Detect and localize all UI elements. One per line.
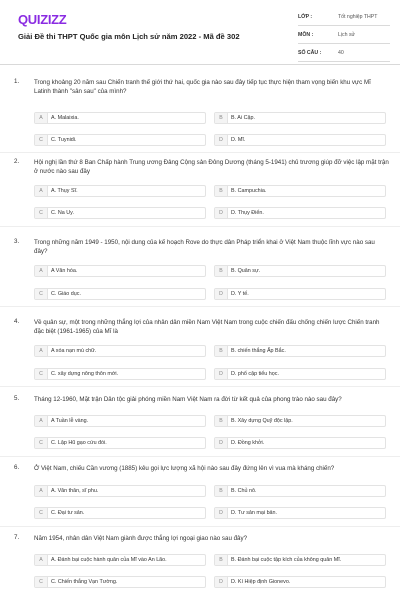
meta-row-subject — [298, 30, 390, 44]
option-letter: B — [215, 266, 228, 276]
option-letter: C — [35, 289, 48, 299]
meta-value: 40 — [338, 50, 344, 56]
option-d[interactable] — [214, 207, 386, 219]
option-text: D. phổ cập tiểu học. — [231, 371, 279, 377]
option-text: D. Thụy Điển. — [231, 210, 264, 216]
option-c[interactable] — [34, 507, 206, 519]
option-letter: D — [215, 289, 228, 299]
option-c[interactable] — [34, 437, 206, 449]
question-text: Hội nghị lần thứ 8 Ban Chấp hành Trung ương Đảng Cộng sản Đông Dương (tháng 5-1941) chủ trương giúp đỡ việc lập mặt trận ở nước nào sau đây — [34, 159, 389, 175]
option-b[interactable] — [214, 554, 386, 566]
option-b[interactable] — [214, 345, 386, 357]
option-c[interactable] — [34, 576, 206, 588]
option-letter: B — [215, 486, 228, 496]
option-letter: A — [35, 416, 48, 426]
option-text: B. Quân sự. — [231, 268, 261, 274]
option-letter: B — [215, 555, 228, 565]
question-divider — [0, 226, 400, 227]
option-text: A. Thụy Sĩ. — [51, 188, 78, 194]
option-a[interactable] — [34, 112, 206, 124]
option-d[interactable] — [214, 437, 386, 449]
question-divider — [0, 456, 400, 457]
option-b[interactable] — [214, 185, 386, 197]
option-d[interactable] — [214, 134, 386, 146]
option-text: D. Y tế. — [231, 291, 249, 297]
option-c[interactable] — [34, 288, 206, 300]
option-d[interactable] — [214, 507, 386, 519]
option-a[interactable] — [34, 185, 206, 197]
meta-value: Lịch sử — [338, 32, 356, 38]
option-text: D. Kí Hiệp định Gionevo. — [231, 579, 291, 585]
question-text: Ở Việt Nam, chiếu Cần vương (1885) kêu gọi lực lượng xã hội nào sau đây đứng lên vì vua mà kháng chiến? — [34, 465, 335, 472]
option-a[interactable] — [34, 265, 206, 277]
question-text: Trong khoảng 20 năm sau Chiến tranh thế giới thứ hai, quốc gia nào sau đây tiếp tục thực hiện tham vọng biến khu vực Mĩ Latinh thành "sân sau" của mình? — [34, 79, 371, 95]
meta-row-class — [298, 12, 390, 26]
option-b[interactable] — [214, 485, 386, 497]
option-text: A Tuần lễ vàng. — [51, 418, 89, 424]
option-text: B. Xây dựng Quỹ độc lập. — [231, 418, 293, 424]
option-text: D. Đồng khởi. — [231, 440, 265, 446]
question-divider — [0, 386, 400, 387]
option-letter: B — [215, 186, 228, 196]
option-a[interactable] — [34, 345, 206, 357]
question-divider — [0, 152, 400, 153]
question-number: 5. — [14, 395, 20, 402]
option-text: B. Ai Cập. — [231, 115, 255, 121]
question-text: Về quân sự, một trong những thắng lợi của nhân dân miền Nam Việt Nam trong cuộc chiến đấu chống chiến lược Chiến tranh đặc biệt (1961-1965) của Mĩ là — [34, 319, 380, 335]
worksheet-title: Giải Đề thi THPT Quốc gia môn Lịch sử năm 2022 - Mã đề 302 — [18, 32, 240, 41]
option-letter: B — [215, 416, 228, 426]
option-a[interactable] — [34, 554, 206, 566]
quizizz-logo: QUIZIZZ — [18, 12, 67, 27]
option-text: A xóa nạn mù chữ. — [51, 348, 97, 354]
option-a[interactable] — [34, 485, 206, 497]
option-letter: B — [215, 346, 228, 356]
option-a[interactable] — [34, 415, 206, 427]
option-c[interactable] — [34, 207, 206, 219]
option-b[interactable] — [214, 265, 386, 277]
option-text: D. Mĩ. — [231, 137, 246, 143]
option-letter: C — [35, 438, 48, 448]
question-number: 1. — [14, 78, 20, 85]
option-text: A. Văn thân, sĩ phu. — [51, 488, 99, 494]
option-letter: D — [215, 577, 228, 587]
option-letter: D — [215, 208, 228, 218]
option-letter: D — [215, 508, 228, 518]
option-letter: A — [35, 266, 48, 276]
question-text: Năm 1954, nhân dân Việt Nam giành được thắng lợi ngoại giao nào sau đây? — [34, 535, 248, 542]
option-c[interactable] — [34, 134, 206, 146]
option-letter: B — [215, 113, 228, 123]
option-text: A Văn hóa. — [51, 268, 78, 274]
meta-label: LỚP : — [298, 14, 313, 20]
option-letter: A — [35, 186, 48, 196]
option-text: D. Tư sản mại bản. — [231, 510, 278, 516]
option-b[interactable] — [214, 112, 386, 124]
option-letter: A — [35, 555, 48, 565]
option-text: C. xây dựng nông thôn mới. — [51, 371, 119, 377]
option-d[interactable] — [214, 368, 386, 380]
worksheet-meta — [298, 12, 390, 66]
question-number: 7. — [14, 534, 20, 541]
worksheet-header — [0, 0, 400, 65]
option-letter: A — [35, 486, 48, 496]
option-letter: A — [35, 113, 48, 123]
question-number: 4. — [14, 318, 20, 325]
option-text: C. Na Uy. — [51, 210, 74, 216]
option-letter: A — [35, 346, 48, 356]
option-text: A. Đánh bại cuộc hành quân của Mĩ vào An Lão. — [51, 557, 167, 563]
question-number: 2. — [14, 158, 20, 165]
option-letter: C — [35, 577, 48, 587]
option-letter: C — [35, 369, 48, 379]
option-text: B. Đánh bại cuộc tập kích của không quân Mĩ. — [231, 557, 342, 563]
option-text: C. Lập Hũ gạo cứu đói. — [51, 440, 107, 446]
option-d[interactable] — [214, 288, 386, 300]
question-number: 3. — [14, 238, 20, 245]
question-divider — [0, 526, 400, 527]
option-letter: C — [35, 135, 48, 145]
meta-row-count — [298, 48, 390, 62]
question-text: Trong những năm 1949 - 1950, nội dung của kế hoạch Rove do thực dân Pháp triển khai ở Việt Nam thuộc lĩnh vực nào sau đây? — [34, 239, 375, 255]
option-letter: D — [215, 135, 228, 145]
meta-label: MÔN : — [298, 32, 314, 38]
option-text: A. Malaixia. — [51, 115, 79, 121]
option-text: C. Đại tư sản. — [51, 510, 85, 516]
option-letter: D — [215, 369, 228, 379]
option-letter: C — [35, 508, 48, 518]
option-text: C. Chiến thắng Vạn Tường. — [51, 579, 118, 585]
meta-label: SỐ CÂU : — [298, 50, 322, 56]
meta-value: Tốt nghiệp THPT — [338, 14, 378, 20]
question-number: 6. — [14, 464, 20, 471]
option-letter: D — [215, 438, 228, 448]
option-text: C. Tuynidi. — [51, 137, 77, 143]
option-letter: C — [35, 208, 48, 218]
option-b[interactable] — [214, 415, 386, 427]
option-c[interactable] — [34, 368, 206, 380]
option-text: C. Giáo dục. — [51, 291, 81, 297]
option-text: B. chiến thắng Ấp Bắc. — [231, 348, 286, 354]
option-d[interactable] — [214, 576, 386, 588]
option-text: B. Chủ nô. — [231, 488, 257, 494]
question-text: Tháng 12-1960, Mặt trận Dân tộc giải phóng miền Nam Việt Nam ra đời từ kết quả của phong trào nào sau đây? — [34, 396, 342, 403]
question-divider — [0, 306, 400, 307]
option-text: B. Campuchia. — [231, 188, 267, 194]
